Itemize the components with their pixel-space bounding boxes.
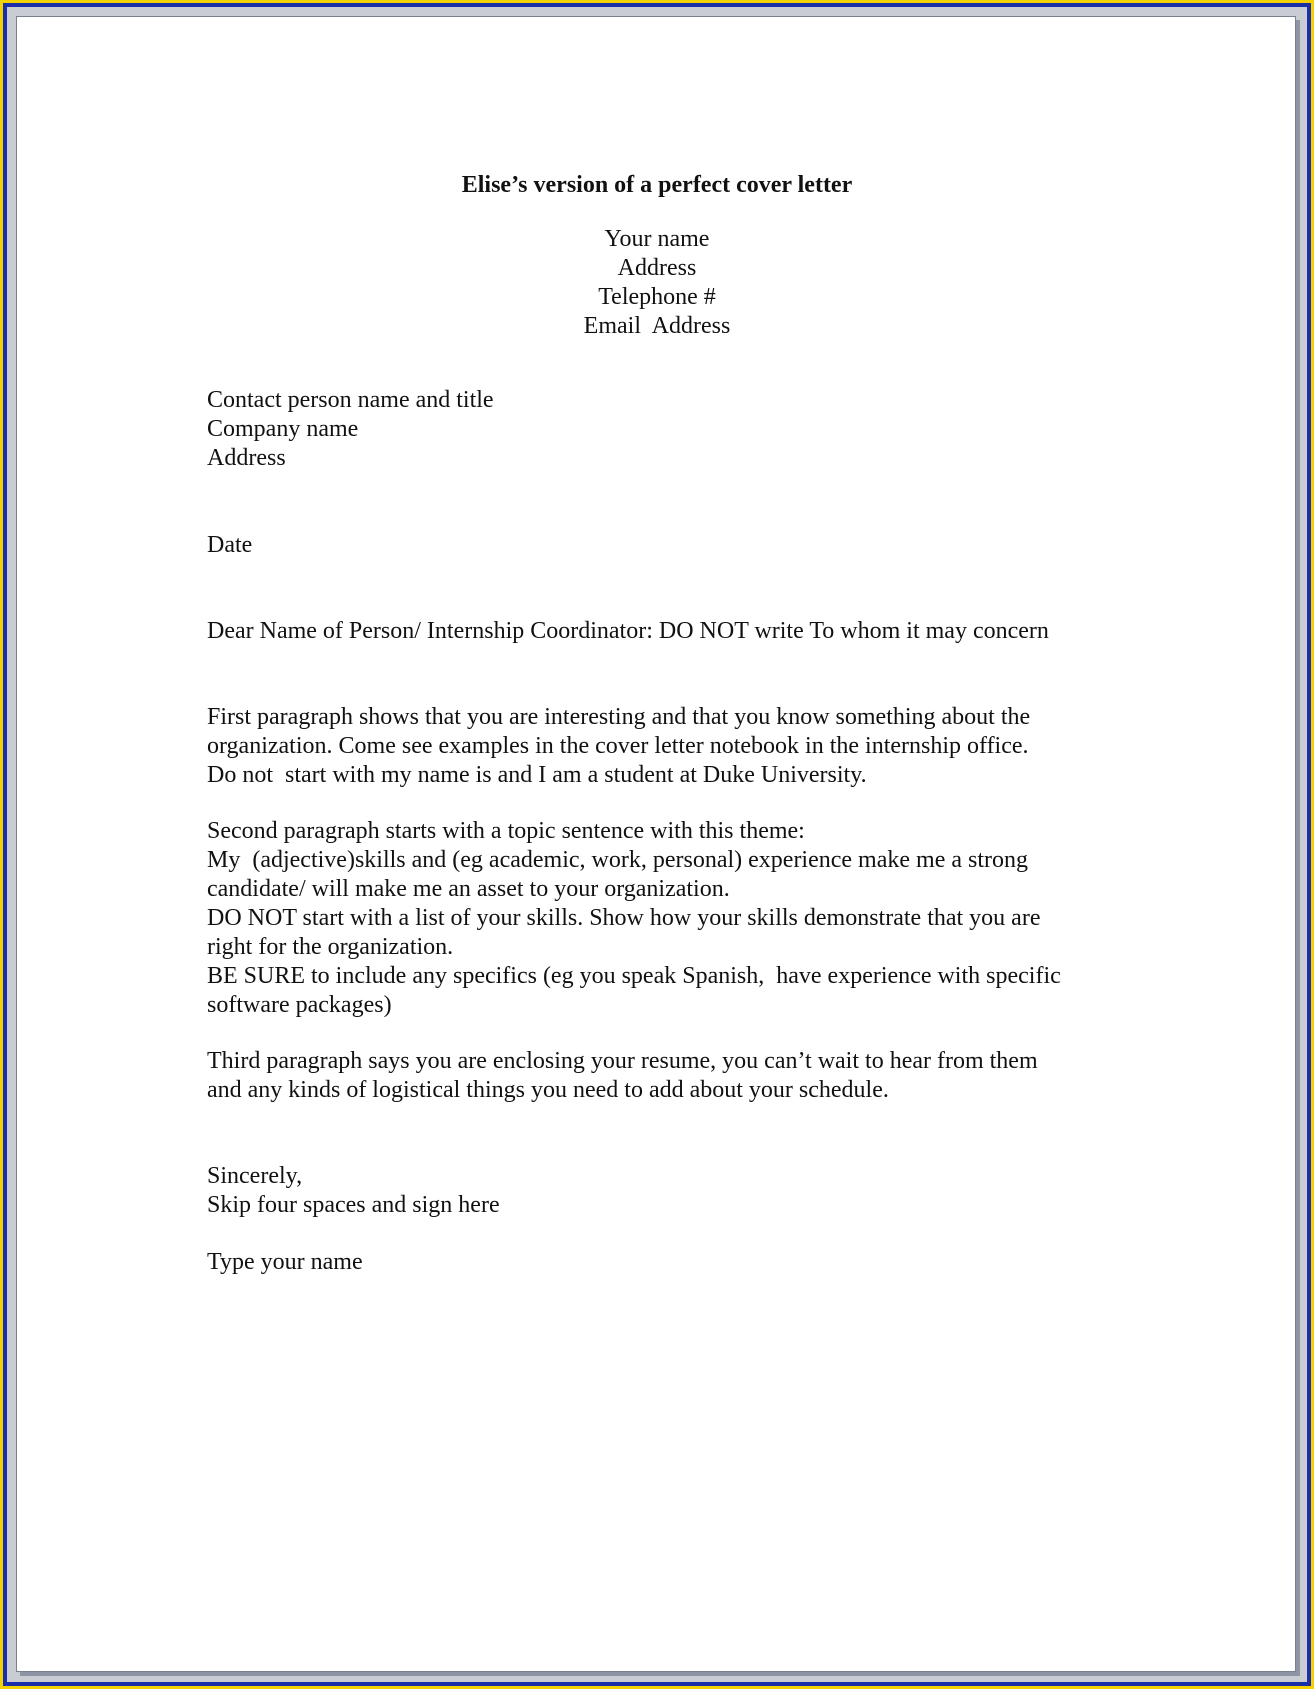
document-title: Elise’s version of a perfect cover letter bbox=[461, 172, 853, 198]
closing-signature-note: Skip four spaces and sign here bbox=[207, 1192, 500, 1218]
paragraph-three bbox=[207, 1047, 1207, 1105]
salutation-text: Dear Name of Person/ Internship Coordinator: DO NOT write To whom it may concern bbox=[207, 618, 1049, 644]
paragraph-three-line: Third paragraph says you are enclosing your resume, you can’t wait to hear from them bbox=[207, 1048, 1038, 1074]
date-text: Date bbox=[207, 532, 253, 558]
typed-name: Type your name bbox=[207, 1249, 363, 1275]
paragraph-two-line: right for the organization. bbox=[207, 934, 454, 960]
sender-name: Your name bbox=[604, 226, 710, 252]
recipient-block bbox=[207, 386, 1207, 473]
paragraph-two-line: My (adjective)skills and (eg academic, work, personal) experience make me a strong bbox=[207, 847, 1029, 873]
date-line bbox=[207, 531, 1207, 560]
paragraph-two-line: software packages) bbox=[207, 992, 392, 1018]
recipient-company: Company name bbox=[207, 416, 359, 442]
recipient-contact: Contact person name and title bbox=[207, 387, 494, 413]
paragraph-two-line: candidate/ will make me an asset to your organization. bbox=[207, 876, 730, 902]
paragraph-two-line: BE SURE to include any specifics (eg you speak Spanish, have experience with specific bbox=[207, 963, 1061, 989]
closing-sincerely: Sincerely, bbox=[207, 1163, 303, 1189]
paragraph-two-line: DO NOT start with a list of your skills. Show how your skills demonstrate that you are bbox=[207, 905, 1041, 931]
sender-block bbox=[17, 225, 1297, 341]
salutation-line bbox=[207, 617, 1207, 646]
paragraph-two bbox=[207, 817, 1207, 1020]
sender-telephone: Telephone # bbox=[598, 284, 716, 310]
typed-name-line bbox=[207, 1248, 1207, 1277]
paragraph-one-line: First paragraph shows that you are interesting and that you know something about the bbox=[207, 704, 1031, 730]
recipient-address: Address bbox=[207, 445, 286, 471]
paragraph-one-line: Do not start with my name is and I am a student at Duke University. bbox=[207, 762, 867, 788]
letter-page bbox=[16, 16, 1296, 1672]
paragraph-three-line: and any kinds of logistical things you need to add about your schedule. bbox=[207, 1077, 889, 1103]
paragraph-two-line: Second paragraph starts with a topic sentence with this theme: bbox=[207, 818, 805, 844]
closing-block bbox=[207, 1162, 1207, 1220]
paragraph-one bbox=[207, 703, 1207, 790]
sender-address: Address bbox=[617, 255, 697, 281]
paragraph-one-line: organization. Come see examples in the cover letter notebook in the internship office. bbox=[207, 733, 1029, 759]
sender-email: Email Address bbox=[583, 313, 731, 339]
